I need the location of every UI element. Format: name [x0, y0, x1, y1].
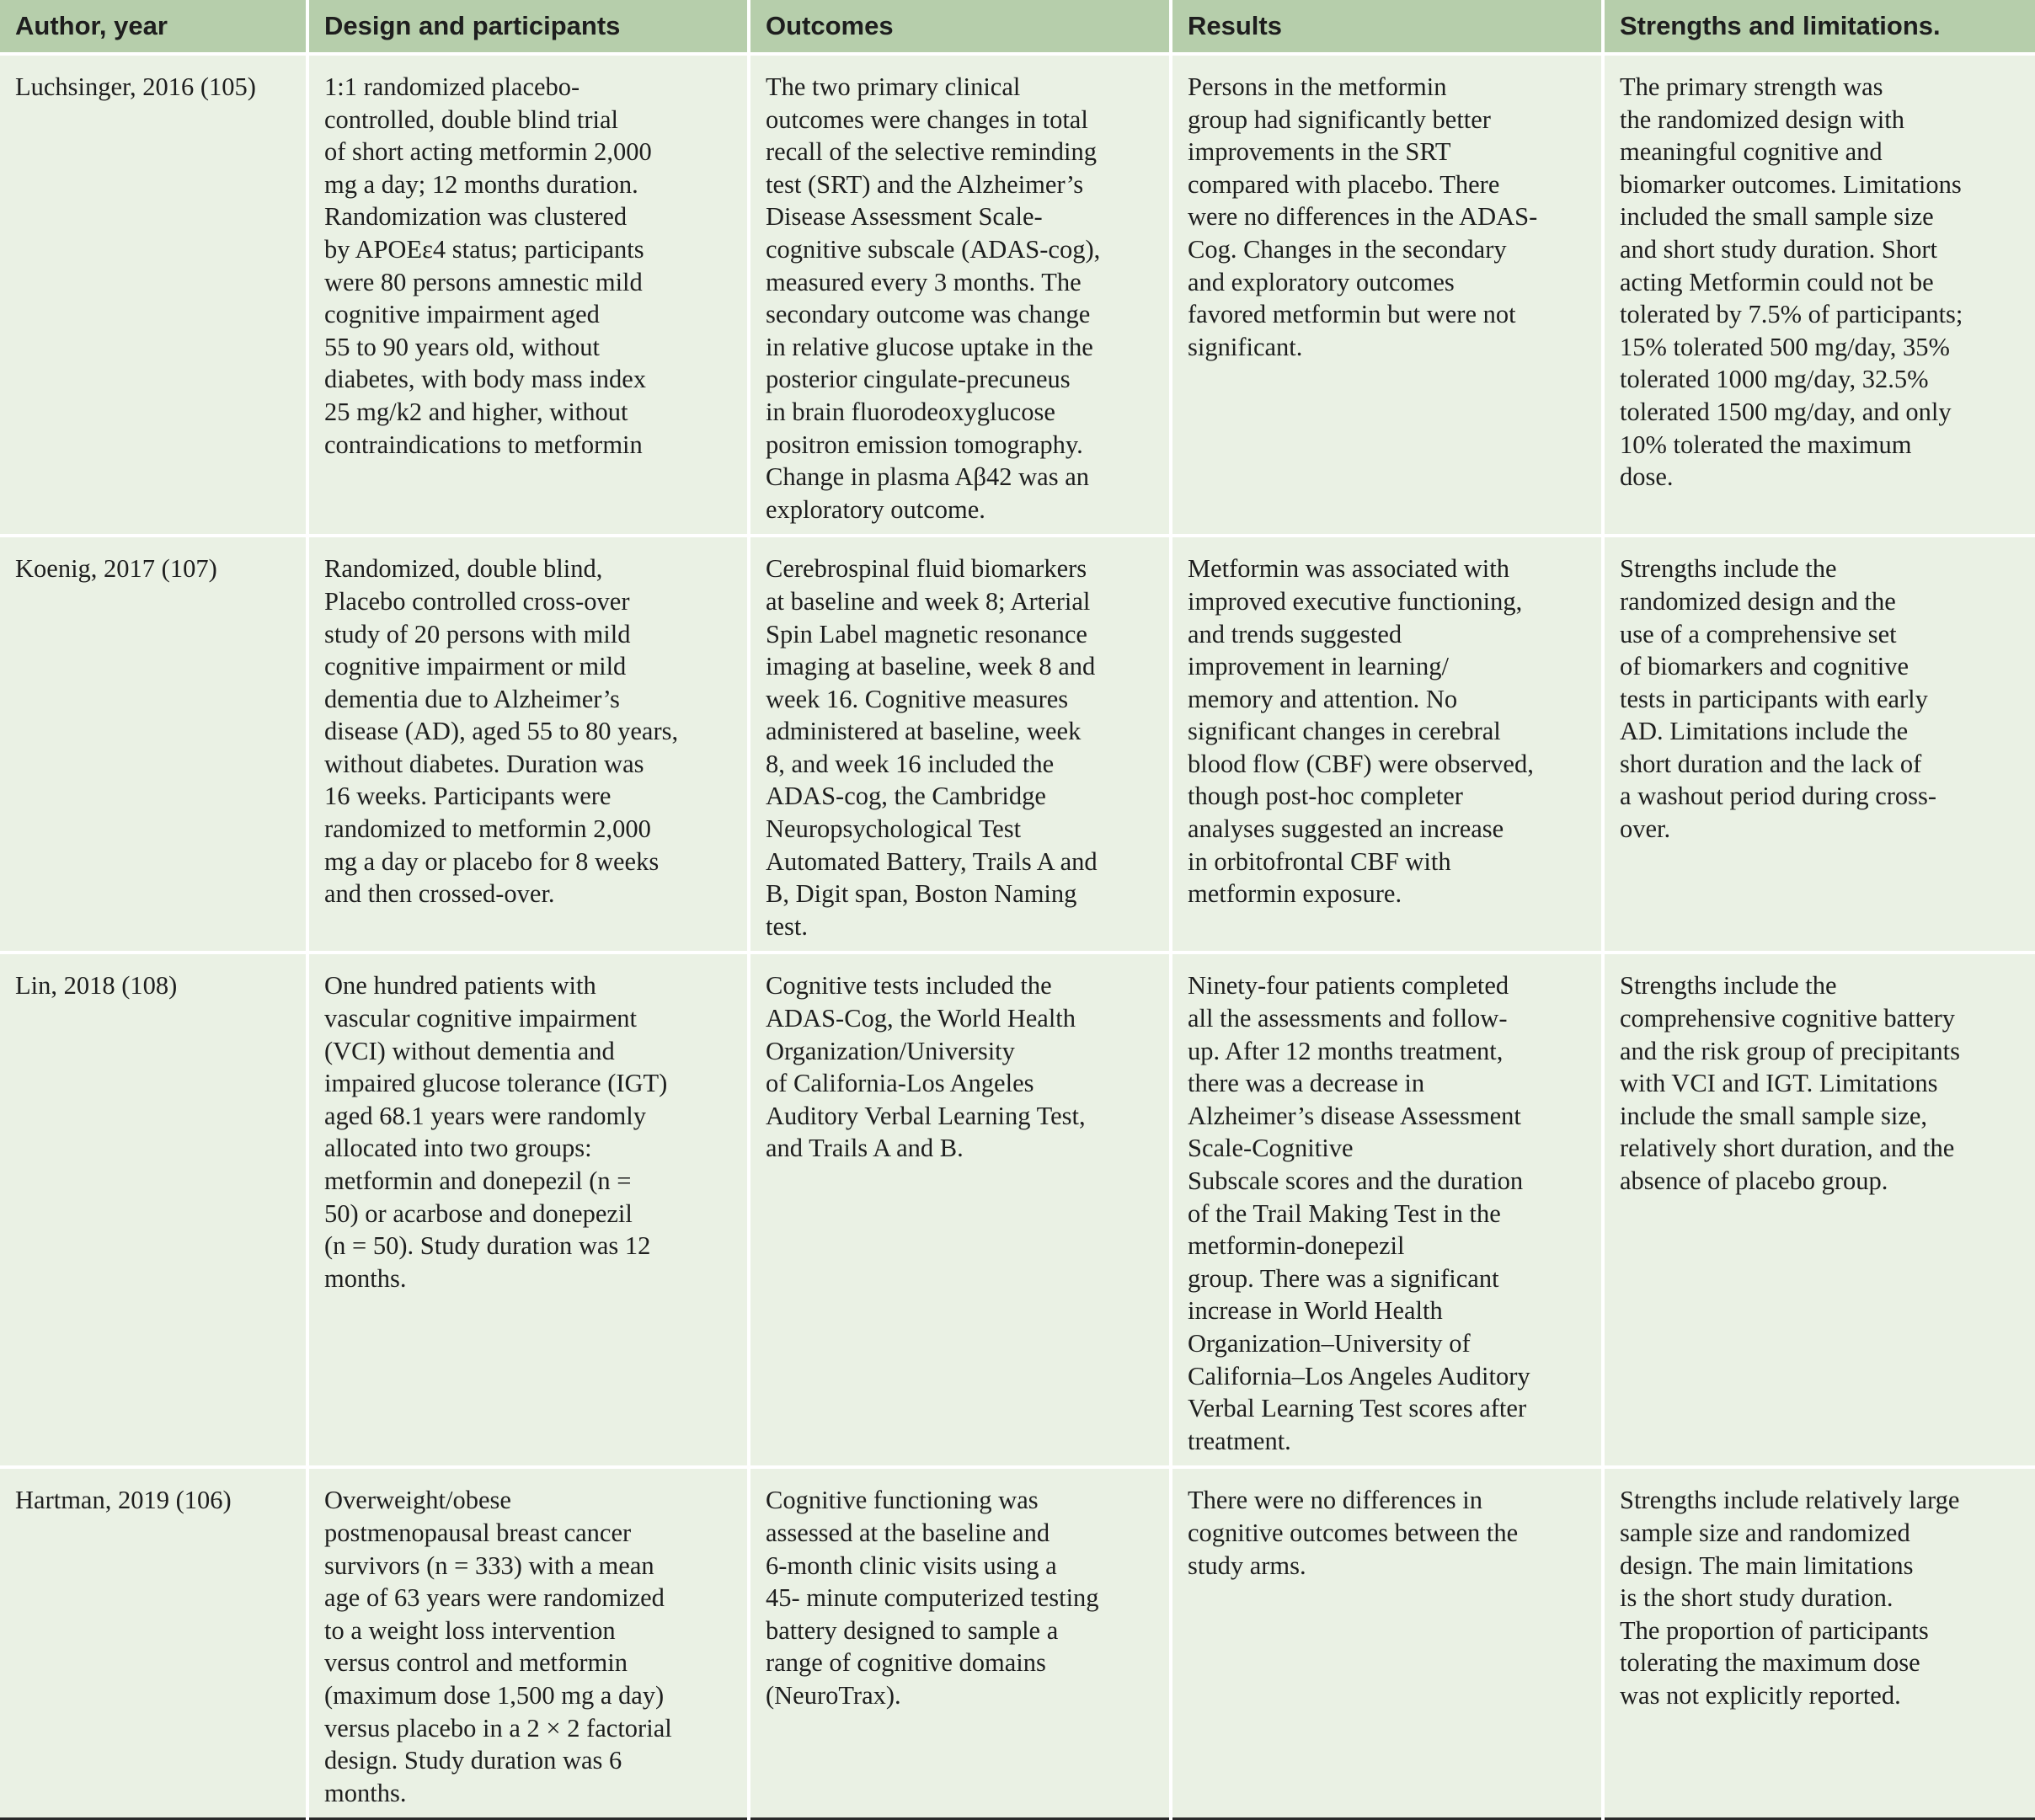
cell-text-line: and Trails A and B. [766, 1134, 964, 1163]
cell-text-line: mg a day; 12 months duration. [324, 169, 638, 199]
cell-text-line: secondary outcome was change [766, 300, 1091, 329]
cell-text-line: group had significantly better [1188, 104, 1491, 134]
cell-text-line: Persons in the metformin [1188, 72, 1447, 101]
cell-text-line: Automated Battery, Trails A and [766, 846, 1098, 876]
cell-text-line: by APOEε4 status; participants [324, 234, 644, 264]
cell-text-line: comprehensive cognitive battery [1620, 1004, 1956, 1033]
cell-text-line: of biomarkers and cognitive [1620, 652, 1909, 681]
cell-text-line: Change in plasma Aβ42 was an [766, 462, 1089, 492]
cell-text-line: with VCI and IGT. Limitations [1620, 1069, 1938, 1098]
table-row [0, 54, 2035, 536]
cell-text-line: and exploratory outcomes [1188, 267, 1455, 296]
cell-text-line: test (SRT) and the Alzheimer’s [766, 169, 1084, 199]
strengths-limitations-cell [1603, 54, 2035, 536]
cell-text-line: test. [766, 911, 808, 941]
cell-text-line: The two primary clinical [766, 72, 1021, 101]
cell-text-line: Koenig, 2017 (107) [15, 554, 217, 584]
cell-text-line: recall of the selective reminding [766, 137, 1097, 167]
cell-text-line: ADAS-cog, the Cambridge [766, 782, 1046, 811]
cell-text-line: analyses suggested an increase [1188, 814, 1504, 844]
cell-text-line: 25 mg/k2 and higher, without [324, 397, 628, 426]
cell-text-line: Randomized, double blind, [324, 554, 603, 584]
cell-text-line: blood flow (CBF) were observed, [1188, 749, 1534, 778]
cell-text-line: Cognitive tests included the [766, 971, 1052, 1001]
cell-text-line: cognitive impairment or mild [324, 652, 627, 681]
cell-text-line: Spin Label magnetic resonance [766, 619, 1087, 648]
cell-text-line: 55 to 90 years old, without [324, 332, 600, 361]
cell-text-line: though post-hoc completer [1188, 782, 1463, 811]
strengths-limitations-cell [1603, 953, 2035, 1467]
cell-text-line: design. The main limitations [1620, 1550, 1914, 1580]
cell-text-line: is the short study duration. [1620, 1583, 1893, 1613]
cell-text-line: tolerated by 7.5% of participants; [1620, 300, 1963, 329]
cell-text-line: treatment. [1188, 1426, 1291, 1455]
cell-text-line: improved executive functioning, [1188, 586, 1523, 616]
cell-text-line: vascular cognitive impairment [324, 1004, 637, 1033]
cell-text-line: cognitive impairment aged [324, 300, 600, 329]
table-header-row [0, 0, 2035, 54]
cell-text-line: Alzheimer’s disease Assessment [1188, 1101, 1521, 1130]
cell-text-line: Organization–University of [1188, 1328, 1471, 1358]
cell-text-line: months. [324, 1778, 407, 1807]
cell-text-line: increase in World Health [1188, 1296, 1443, 1326]
cell-text-line: design. Study duration was 6 [324, 1746, 622, 1775]
cell-text-line: B, Digit span, Boston Naming [766, 879, 1077, 909]
cell-text-line: posterior cingulate-precuneus [766, 365, 1071, 394]
cell-text-line: was not explicitly reported. [1620, 1680, 1901, 1710]
results-cell [1171, 953, 1603, 1467]
cell-text-line: Luchsinger, 2016 (105) [15, 72, 256, 101]
cell-text-line: cognitive outcomes between the [1188, 1518, 1519, 1547]
cell-text-line: study of 20 persons with mild [324, 619, 631, 648]
cell-text-line: Cerebrospinal fluid biomarkers [766, 554, 1087, 584]
cell-text-line: (maximum dose 1,500 mg a day) [324, 1680, 665, 1710]
cell-text-line: Overweight/obese [324, 1486, 511, 1515]
cell-text-line: contraindications to metformin [324, 430, 643, 459]
cell-text-line: of short acting metformin 2,000 [324, 137, 652, 167]
cell-text-line: significant. [1188, 332, 1303, 361]
cell-text-line: short duration and the lack of [1620, 749, 1922, 778]
table-row [0, 953, 2035, 1467]
cell-text-line: Cognitive functioning was [766, 1486, 1039, 1515]
column-header-design-participants: Design and participants [307, 0, 749, 54]
strengths-limitations-cell [1603, 1467, 2035, 1818]
cell-text-line: There were no differences in [1188, 1486, 1483, 1515]
cell-text-line: and trends suggested [1188, 619, 1402, 648]
cell-text-line: 45- minute computerized testing [766, 1583, 1099, 1613]
cell-text-line: positron emission tomography. [766, 430, 1083, 459]
cell-text-line: allocated into two groups: [324, 1134, 592, 1163]
cell-text-line: (n = 50). Study duration was 12 [324, 1231, 651, 1261]
cell-text-line: Placebo controlled cross-over [324, 586, 630, 616]
cell-text-line: 15% tolerated 500 mg/day, 35% [1620, 332, 1950, 361]
cell-text-line: Metformin was associated with [1188, 554, 1510, 584]
cell-text-line: include the small sample size, [1620, 1101, 1928, 1130]
cell-text-line: dose. [1620, 462, 1674, 492]
cell-text-line: Strengths include the [1620, 971, 1837, 1001]
cell-text-line: exploratory outcome. [766, 494, 985, 524]
cell-text-line: California–Los Angeles Auditory [1188, 1361, 1530, 1390]
cell-text-line: versus control and metformin [324, 1648, 628, 1678]
cell-text-line: the randomized design with [1620, 104, 1904, 134]
author-year-cell [0, 953, 307, 1467]
strengths-limitations-cell [1603, 536, 2035, 953]
cell-text-line: battery designed to sample a [766, 1615, 1059, 1645]
column-header-results: Results [1171, 0, 1603, 54]
cell-text-line: improvements in the SRT [1188, 137, 1451, 167]
cell-text-line: favored metformin but were not [1188, 300, 1516, 329]
column-header-author-year: Author, year [0, 0, 307, 54]
cell-text-line: administered at baseline, week [766, 717, 1082, 746]
cell-text-line: metformin-donepezil [1188, 1231, 1405, 1261]
cell-text-line: The proportion of participants [1620, 1615, 1929, 1645]
cell-text-line: The primary strength was [1620, 72, 1883, 101]
cell-text-line: relatively short duration, and the [1620, 1134, 1955, 1163]
outcomes-cell [749, 536, 1171, 953]
outcomes-cell [749, 1467, 1171, 1818]
cell-text-line: Strengths include the [1620, 554, 1837, 584]
cell-text-line: 6-month clinic visits using a [766, 1550, 1057, 1580]
cell-text-line: ADAS-Cog, the World Health [766, 1004, 1076, 1033]
cell-text-line: Organization/University [766, 1036, 1015, 1065]
cell-text-line: aged 68.1 years were randomly [324, 1101, 646, 1130]
cell-text-line: Verbal Learning Test scores after [1188, 1394, 1527, 1423]
cell-text-line: Hartman, 2019 (106) [15, 1486, 232, 1515]
cell-text-line: assessed at the baseline and [766, 1518, 1050, 1547]
cell-text-line: were 80 persons amnestic mild [324, 267, 643, 296]
cell-text-line: were no differences in the ADAS- [1188, 202, 1538, 232]
column-header-outcomes: Outcomes [749, 0, 1171, 54]
cell-text-line: in brain fluorodeoxyglucose [766, 397, 1055, 426]
cell-text-line: Disease Assessment Scale- [766, 202, 1043, 232]
cell-text-line: 1:1 randomized placebo- [324, 72, 580, 101]
results-cell [1171, 54, 1603, 536]
cell-text-line: included the small sample size [1620, 202, 1934, 232]
cell-text-line: without diabetes. Duration was [324, 749, 644, 778]
cell-text-line: biomarker outcomes. Limitations [1620, 169, 1962, 199]
results-cell [1171, 1467, 1603, 1818]
cell-text-line: memory and attention. No [1188, 684, 1458, 713]
cell-text-line: metformin and donepezil (n = [324, 1166, 632, 1195]
cell-text-line: meaningful cognitive and [1620, 137, 1883, 167]
table-row [0, 1467, 2035, 1818]
cell-text-line: impaired glucose tolerance (IGT) [324, 1069, 668, 1098]
cell-text-line: significant changes in cerebral [1188, 717, 1501, 746]
cell-text-line: there was a decrease in [1188, 1069, 1425, 1098]
cell-text-line: of the Trail Making Test in the [1188, 1198, 1501, 1228]
cell-text-line: measured every 3 months. The [766, 267, 1082, 296]
cell-text-line: and short study duration. Short [1620, 234, 1937, 264]
cell-text-line: tolerating the maximum dose [1620, 1648, 1920, 1678]
cell-text-line: a washout period during cross- [1620, 782, 1937, 811]
cell-text-line: cognitive subscale (ADAS-cog), [766, 234, 1101, 264]
cell-text-line: week 16. Cognitive measures [766, 684, 1069, 713]
cell-text-line: over. [1620, 814, 1671, 844]
cell-text-line: Subscale scores and the duration [1188, 1166, 1524, 1195]
cell-text-line: randomized design and the [1620, 586, 1896, 616]
results-cell [1171, 536, 1603, 953]
table-body [0, 54, 2035, 1819]
cell-text-line: Lin, 2018 (108) [15, 971, 178, 1001]
cell-text-line: versus placebo in a 2 × 2 factorial [324, 1713, 672, 1743]
cell-text-line: absence of placebo group. [1620, 1166, 1888, 1195]
cell-text-line: (VCI) without dementia and [324, 1036, 615, 1065]
design-participants-cell [307, 1467, 749, 1818]
author-year-cell [0, 536, 307, 953]
cell-text-line: of California-Los Angeles [766, 1069, 1034, 1098]
cell-text-line: 8, and week 16 included the [766, 749, 1055, 778]
cell-text-line: Ninety-four patients completed [1188, 971, 1509, 1001]
cell-text-line: months. [324, 1263, 407, 1293]
cell-text-line: 10% tolerated the maximum [1620, 430, 1912, 459]
cell-text-line: randomized to metformin 2,000 [324, 814, 651, 844]
cell-text-line: in relative glucose uptake in the [766, 332, 1093, 361]
cell-text-line: range of cognitive domains [766, 1648, 1046, 1678]
cell-text-line: Randomization was clustered [324, 202, 628, 232]
cell-text-line: Neuropsychological Test [766, 814, 1022, 844]
cell-text-line: in orbitofrontal CBF with [1188, 846, 1451, 876]
design-participants-cell [307, 953, 749, 1467]
cell-text-line: Cog. Changes in the secondary [1188, 234, 1507, 264]
cell-text-line: improvement in learning/ [1188, 652, 1450, 681]
cell-text-line: disease (AD), aged 55 to 80 years, [324, 717, 679, 746]
cell-text-line: and then crossed-over. [324, 879, 555, 909]
cell-text-line: up. After 12 months treatment, [1188, 1036, 1504, 1065]
author-year-cell [0, 1467, 307, 1818]
cell-text-line: imaging at baseline, week 8 and [766, 652, 1096, 681]
cell-text-line: use of a comprehensive set [1620, 619, 1897, 648]
cell-text-line: age of 63 years were randomized [324, 1583, 665, 1613]
cell-text-line: dementia due to Alzheimer’s [324, 684, 620, 713]
cell-text-line: and the risk group of precipitants [1620, 1036, 1961, 1065]
cell-text-line: outcomes were changes in total [766, 104, 1088, 134]
cell-text-line: AD. Limitations include the [1620, 717, 1909, 746]
cell-text-line: 16 weeks. Participants were [324, 782, 612, 811]
cell-text-line: to a weight loss intervention [324, 1615, 616, 1645]
design-participants-cell [307, 54, 749, 536]
cell-text-line: Strengths include relatively large [1620, 1486, 1960, 1515]
cell-text-line: (NeuroTrax). [766, 1680, 901, 1710]
cell-text-line: controlled, double blind trial [324, 104, 618, 134]
cell-text-line: postmenopausal breast cancer [324, 1518, 632, 1547]
cell-text-line: sample size and randomized [1620, 1518, 1910, 1547]
cell-text-line: study arms. [1188, 1550, 1306, 1580]
cell-text-line: tolerated 1000 mg/day, 32.5% [1620, 365, 1929, 394]
cell-text-line: metformin exposure. [1188, 879, 1402, 909]
cell-text-line: tests in participants with early [1620, 684, 1928, 713]
cell-text-line: Auditory Verbal Learning Test, [766, 1101, 1086, 1130]
cell-text-line: diabetes, with body mass index [324, 365, 647, 394]
cell-text-line: group. There was a significant [1188, 1263, 1499, 1293]
cell-text-line: all the assessments and follow- [1188, 1004, 1508, 1033]
table-row [0, 536, 2035, 953]
outcomes-cell [749, 54, 1171, 536]
cell-text-line: One hundred patients with [324, 971, 596, 1001]
cell-text-line: survivors (n = 333) with a mean [324, 1550, 654, 1580]
author-year-cell [0, 54, 307, 536]
cell-text-line: 50) or acarbose and donepezil [324, 1198, 633, 1228]
cell-text-line: at baseline and week 8; Arterial [766, 586, 1091, 616]
cell-text-line: compared with placebo. There [1188, 169, 1500, 199]
cell-text-line: Scale-Cognitive [1188, 1134, 1354, 1163]
cell-text-line: acting Metformin could not be [1620, 267, 1934, 296]
column-header-strengths-limitations: Strengths and limitations. [1603, 0, 2035, 54]
cell-text-line: mg a day or placebo for 8 weeks [324, 846, 660, 876]
outcomes-cell [749, 953, 1171, 1467]
cell-text-line: tolerated 1500 mg/day, and only [1620, 397, 1952, 426]
design-participants-cell [307, 536, 749, 953]
